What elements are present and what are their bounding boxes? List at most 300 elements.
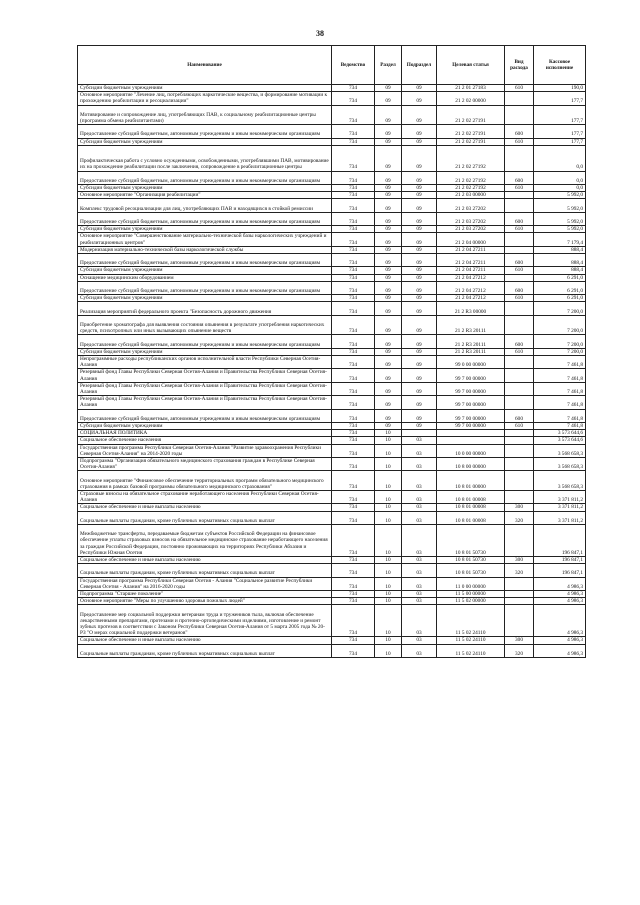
row-section: 09: [375, 138, 402, 145]
row-dept: 734: [332, 409, 375, 422]
row-name: Предоставление субсидий бюджетным, автономным учреждениям и иным некоммерческим организациям: [78, 125, 332, 138]
row-section: 09: [375, 274, 402, 281]
row-section: 09: [375, 396, 402, 409]
row-exp-type: [505, 457, 534, 470]
row-exp-type: [505, 524, 534, 556]
row-subsection: 03: [402, 577, 437, 590]
row-dept: 734: [332, 382, 375, 395]
row-target: 21 2 04 27211: [437, 253, 505, 266]
row-amount: 3 371 811,2: [534, 511, 586, 524]
row-subsection: 03: [402, 504, 437, 511]
row-subsection: 09: [402, 105, 437, 125]
row-exp-type: [505, 369, 534, 382]
row-amount: 4 986,3: [534, 590, 586, 597]
row-subsection: 03: [402, 605, 437, 637]
row-amount: 7 461,8: [534, 396, 586, 409]
row-name: Предоставление субсидий бюджетным, автономным учреждениям и иным некоммерческим организациям: [78, 281, 332, 294]
row-section: 09: [375, 355, 402, 368]
row-name: Оснащение медицинским оборудованием: [78, 274, 332, 281]
row-subsection: 03: [402, 471, 437, 491]
row-exp-type: [505, 355, 534, 368]
row-subsection: 03: [402, 524, 437, 556]
table-row: [78, 511, 586, 524]
row-subsection: 09: [402, 281, 437, 294]
row-amount: 7 461,8: [534, 355, 586, 368]
row-section: 09: [375, 369, 402, 382]
row-dept: 734: [332, 348, 375, 355]
row-amount: 3 568 658,3: [534, 457, 586, 470]
row-section: 10: [375, 564, 402, 577]
row-dept: 734: [332, 226, 375, 233]
table-row: [78, 422, 586, 429]
row-section: 10: [375, 644, 402, 657]
row-amount: 190,0: [534, 85, 586, 92]
row-section: 09: [375, 295, 402, 302]
table-row: [78, 556, 586, 563]
table-row: [78, 524, 586, 556]
row-subsection: 09: [402, 184, 437, 191]
table-row: [78, 85, 586, 92]
row-section: 09: [375, 105, 402, 125]
table-row: [78, 274, 586, 281]
row-dept: 734: [332, 369, 375, 382]
row-name: Подпрограмма "Организация обязательного медицинского страхования граждан в Республике Северная Осетия-Алания": [78, 457, 332, 470]
row-amount: 4 986,3: [534, 598, 586, 605]
row-exp-type: 610: [505, 422, 534, 429]
row-subsection: 09: [402, 348, 437, 355]
row-amount: 6 291,0: [534, 281, 586, 294]
row-amount: 3 568 658,3: [534, 471, 586, 491]
row-name: Социальное обеспечение и иные выплаты населению: [78, 504, 332, 511]
row-target: 21 2 04 27212: [437, 295, 505, 302]
table-row: [78, 267, 586, 274]
row-subsection: 09: [402, 409, 437, 422]
table-row: [78, 184, 586, 191]
row-target: 21 2 04 27212: [437, 274, 505, 281]
table-row: [78, 396, 586, 409]
row-target: 10 8 01 50730: [437, 524, 505, 556]
row-amount: 196 847,1: [534, 564, 586, 577]
row-exp-type: 600: [505, 409, 534, 422]
row-exp-type: [505, 437, 534, 444]
row-target: 21 2 03 00000: [437, 192, 505, 199]
row-amount: 177,7: [534, 105, 586, 125]
row-dept: 734: [332, 233, 375, 246]
row-dept: 734: [332, 335, 375, 348]
row-exp-type: [505, 105, 534, 125]
row-amount: 7 461,8: [534, 422, 586, 429]
header-amount: Кассовое исполнение: [534, 46, 586, 85]
row-name: Основное мероприятие "Лечение лиц, потребляющих наркотические вещества, и формирование мотивации к прохождению реабилитации и ресоциализации": [78, 92, 332, 105]
row-name: Непрограммные расходы республиканских органов исполнительной власти Республики Северная Осетия-Алания: [78, 355, 332, 368]
row-target: 21 2 02 00000: [437, 92, 505, 105]
row-exp-type: [505, 598, 534, 605]
row-exp-type: [505, 382, 534, 395]
table-row: [78, 590, 586, 597]
row-target: 99 7 00 00000: [437, 409, 505, 422]
row-target: 21 2 04 27212: [437, 281, 505, 294]
row-dept: 734: [332, 637, 375, 644]
row-exp-type: 600: [505, 212, 534, 225]
row-section: 10: [375, 437, 402, 444]
table-row: [78, 92, 586, 105]
row-name: Реализация мероприятий федерального проекта "Безопасность дорожного движения: [78, 302, 332, 315]
row-target: 21 2 03 27202: [437, 226, 505, 233]
row-section: 10: [375, 511, 402, 524]
row-exp-type: 610: [505, 267, 534, 274]
row-section: 09: [375, 281, 402, 294]
row-exp-type: 610: [505, 85, 534, 92]
row-exp-type: [505, 590, 534, 597]
row-section: 09: [375, 348, 402, 355]
row-target: 11 0 00 00000: [437, 577, 505, 590]
row-target: 11 5 02 24110: [437, 605, 505, 637]
row-subsection: 09: [402, 302, 437, 315]
budget-table: [77, 45, 586, 658]
row-amount: 888,4: [534, 246, 586, 253]
row-name: Социальные выплаты гражданам, кроме публичных нормативных социальных выплат: [78, 511, 332, 524]
row-dept: 734: [332, 430, 375, 437]
row-target: [437, 437, 505, 444]
row-target: 11 5 00 00000: [437, 590, 505, 597]
row-subsection: 09: [402, 422, 437, 429]
row-section: 10: [375, 577, 402, 590]
row-amount: 177,7: [534, 92, 586, 105]
table-row: [78, 281, 586, 294]
table-row: [78, 605, 586, 637]
row-exp-type: [505, 274, 534, 281]
row-dept: 734: [332, 125, 375, 138]
row-target: [437, 430, 505, 437]
table-row: [78, 430, 586, 437]
row-amount: 5 992,0: [534, 199, 586, 212]
row-section: 09: [375, 226, 402, 233]
row-dept: 734: [332, 511, 375, 524]
row-target: 21 2 04 27211: [437, 267, 505, 274]
row-subsection: 09: [402, 85, 437, 92]
row-dept: 734: [332, 504, 375, 511]
row-subsection: 03: [402, 444, 437, 457]
row-exp-type: 320: [505, 564, 534, 577]
row-name: Комплекс трудовой ресоциализации для лиц, употребляющих ПАВ и находящихся в стойкой ремиссии: [78, 199, 332, 212]
row-exp-type: [505, 430, 534, 437]
row-exp-type: 610: [505, 348, 534, 355]
row-target: 10 8 01 00000: [437, 471, 505, 491]
row-subsection: 09: [402, 253, 437, 266]
row-subsection: 03: [402, 564, 437, 577]
row-subsection: 09: [402, 192, 437, 199]
table-row: [78, 644, 586, 657]
row-exp-type: [505, 145, 534, 171]
row-amount: 4 986,3: [534, 605, 586, 637]
row-amount: 3 573 644,6: [534, 430, 586, 437]
row-amount: 0,0: [534, 184, 586, 191]
row-dept: 734: [332, 267, 375, 274]
row-subsection: 03: [402, 598, 437, 605]
row-subsection: [402, 430, 437, 437]
row-subsection: 09: [402, 125, 437, 138]
table-row: [78, 598, 586, 605]
row-exp-type: 610: [505, 138, 534, 145]
row-section: 10: [375, 444, 402, 457]
table-row: [78, 409, 586, 422]
row-target: 99 0 00 00000: [437, 355, 505, 368]
row-target: 11 5 02 00000: [437, 598, 505, 605]
row-amount: 7 179,4: [534, 233, 586, 246]
row-dept: 734: [332, 355, 375, 368]
row-target: 21 2 02 27191: [437, 105, 505, 125]
row-dept: 734: [332, 138, 375, 145]
row-dept: 734: [332, 246, 375, 253]
row-exp-type: 320: [505, 511, 534, 524]
row-exp-type: [505, 233, 534, 246]
row-subsection: 03: [402, 644, 437, 657]
row-subsection: 09: [402, 315, 437, 335]
row-target: 21 2 R3 20111: [437, 315, 505, 335]
row-name: Предоставление субсидий бюджетным, автономным учреждениям и иным некоммерческим организациям: [78, 171, 332, 184]
row-section: 09: [375, 184, 402, 191]
row-section: 09: [375, 233, 402, 246]
row-subsection: 03: [402, 590, 437, 597]
row-dept: 734: [332, 590, 375, 597]
table-body: [78, 85, 586, 658]
header-section: Раздел: [375, 46, 402, 85]
row-target: 10 8 01 50730: [437, 556, 505, 563]
table-row: [78, 577, 586, 590]
row-dept: 734: [332, 184, 375, 191]
table-row: [78, 145, 586, 171]
row-dept: 734: [332, 192, 375, 199]
table-row: [78, 637, 586, 644]
row-subsection: 09: [402, 171, 437, 184]
row-target: 99 7 00 00000: [437, 422, 505, 429]
table-row: [78, 171, 586, 184]
header-target: Целевая статья: [437, 46, 505, 85]
row-exp-type: 600: [505, 171, 534, 184]
row-exp-type: 600: [505, 335, 534, 348]
row-dept: 734: [332, 85, 375, 92]
row-amount: 5 992,0: [534, 212, 586, 225]
row-name: Социальное обеспечение населения: [78, 437, 332, 444]
row-section: 10: [375, 457, 402, 470]
row-dept: 734: [332, 199, 375, 212]
row-amount: 888,4: [534, 267, 586, 274]
row-section: 09: [375, 192, 402, 199]
row-name: Мотивирование и сопровождение лиц, употребляющих ПАВ, к социальному реабилитационные центры (программа обмена реабилитантами): [78, 105, 332, 125]
row-dept: 734: [332, 490, 375, 503]
table-row: [78, 212, 586, 225]
row-subsection: 03: [402, 457, 437, 470]
row-exp-type: [505, 192, 534, 199]
row-subsection: 09: [402, 138, 437, 145]
row-amount: 6 291,0: [534, 295, 586, 302]
row-name: Профилактическая работа с условно осужденными, освобожденными, употреблявшими ПАВ, мотивирование их на прохождение реабилитации после заключения, сопровождение в реабилитационные центры: [78, 145, 332, 171]
row-target: 99 7 00 00000: [437, 369, 505, 382]
row-amount: 5 992,0: [534, 192, 586, 199]
row-subsection: 09: [402, 145, 437, 171]
row-target: 11 5 02 24110: [437, 637, 505, 644]
row-name: Основное мероприятие "Финансовое обеспечение территориальных программ обязательного медицинского страхования в рамках базовой программы обязательного медицинского страхования": [78, 471, 332, 491]
row-name: Межбюджетные трансферты, передаваемые бюджетам субъектов Российской Федерации на финансовое обеспечение уплаты страховых взносов на обязательное медицинское страхование неработающего населения за граждан Российской Федерации, постоянно проживающих на территориях Республики Абхазия и Республики Южная Осетия: [78, 524, 332, 556]
table-row: [78, 504, 586, 511]
row-name: Субсидии бюджетным учреждениям: [78, 422, 332, 429]
row-amount: 7 461,8: [534, 409, 586, 422]
budget-table-container: [77, 45, 585, 658]
row-section: 10: [375, 504, 402, 511]
row-subsection: 03: [402, 437, 437, 444]
row-target: 10 8 01 00008: [437, 511, 505, 524]
row-name: Предоставление субсидий бюджетным, автономным учреждениям и иным некоммерческим организациям: [78, 335, 332, 348]
row-exp-type: 600: [505, 253, 534, 266]
table-row: [78, 199, 586, 212]
row-name: Предоставление субсидий бюджетным, автономным учреждениям и иным некоммерческим организациям: [78, 409, 332, 422]
row-section: 09: [375, 267, 402, 274]
row-dept: 734: [332, 295, 375, 302]
row-exp-type: [505, 444, 534, 457]
row-exp-type: [505, 396, 534, 409]
table-row: [78, 457, 586, 470]
row-subsection: 03: [402, 511, 437, 524]
row-section: 09: [375, 125, 402, 138]
row-section: 09: [375, 302, 402, 315]
row-dept: 734: [332, 437, 375, 444]
row-section: 09: [375, 145, 402, 171]
row-subsection: 09: [402, 233, 437, 246]
row-exp-type: [505, 471, 534, 491]
row-name: Страховые взносы на обязательное страхование неработающего населения Республики Северная Осетия-Алания: [78, 490, 332, 503]
row-name: Основное мероприятие "Организация реабилитации": [78, 192, 332, 199]
row-section: 09: [375, 212, 402, 225]
row-amount: 7 200,0: [534, 348, 586, 355]
row-amount: 3 573 644,6: [534, 437, 586, 444]
table-row: [78, 437, 586, 444]
row-dept: 734: [332, 605, 375, 637]
row-subsection: 09: [402, 226, 437, 233]
row-section: 09: [375, 335, 402, 348]
row-section: 09: [375, 422, 402, 429]
row-dept: 734: [332, 253, 375, 266]
row-target: 21 2 02 27192: [437, 171, 505, 184]
row-subsection: 03: [402, 490, 437, 503]
row-dept: 734: [332, 396, 375, 409]
row-name: Приобретение хроматографа для выявления состояния опьянения в результате употребления наркотических средств, психотропных или иных вызывающих опьянение веществ: [78, 315, 332, 335]
row-subsection: 09: [402, 92, 437, 105]
row-target: 21 2 03 27202: [437, 199, 505, 212]
row-target: 21 2 04 27211: [437, 246, 505, 253]
row-subsection: 03: [402, 637, 437, 644]
row-subsection: 09: [402, 267, 437, 274]
row-amount: 3 568 658,3: [534, 444, 586, 457]
row-target: 10 0 00 00000: [437, 444, 505, 457]
row-amount: 4 986,3: [534, 644, 586, 657]
table-row: [78, 355, 586, 368]
table-row: [78, 564, 586, 577]
row-name: Резервный фонд Главы Республики Северная Осетия-Алания и Правительства Республики Северная Осетия-Алания: [78, 396, 332, 409]
row-subsection: 09: [402, 246, 437, 253]
table-row: [78, 192, 586, 199]
table-row: [78, 348, 586, 355]
header-dept: Ведомство: [332, 46, 375, 85]
table-row: [78, 302, 586, 315]
row-target: 21 2 R3 20111: [437, 335, 505, 348]
row-subsection: 03: [402, 556, 437, 563]
row-subsection: 09: [402, 355, 437, 368]
row-name: Субсидии бюджетным учреждениям: [78, 184, 332, 191]
row-amount: 3 371 811,2: [534, 504, 586, 511]
row-name: СОЦИАЛЬНАЯ ПОЛИТИКА: [78, 430, 332, 437]
row-target: 10 8 01 50730: [437, 564, 505, 577]
row-exp-type: 610: [505, 295, 534, 302]
row-section: 09: [375, 199, 402, 212]
row-section: 10: [375, 605, 402, 637]
row-exp-type: [505, 92, 534, 105]
row-name: Государственная программа Республики Северная Осетия - Алания "Социальное развитие Республики Северная Осетия - Алания" на 2016-2020 годы: [78, 577, 332, 590]
row-amount: 6 291,0: [534, 274, 586, 281]
row-target: 21 2 02 27191: [437, 125, 505, 138]
table-row: [78, 382, 586, 395]
row-dept: 734: [332, 315, 375, 335]
row-exp-type: [505, 302, 534, 315]
row-dept: 734: [332, 281, 375, 294]
row-amount: 7 200,0: [534, 302, 586, 315]
row-name: Социальные выплаты гражданам, кроме публичных нормативных социальных выплат: [78, 564, 332, 577]
row-target: 10 8 01 00008: [437, 490, 505, 503]
row-section: 10: [375, 590, 402, 597]
table-row: [78, 315, 586, 335]
row-name: Субсидии бюджетным учреждениям: [78, 138, 332, 145]
table-row: [78, 138, 586, 145]
row-subsection: 09: [402, 369, 437, 382]
row-dept: 734: [332, 471, 375, 491]
row-section: 09: [375, 315, 402, 335]
row-amount: 7 200,0: [534, 335, 586, 348]
row-name: Модернизация материально-технической базы наркологической службы: [78, 246, 332, 253]
row-section: 09: [375, 382, 402, 395]
row-exp-type: 610: [505, 184, 534, 191]
row-amount: 888,4: [534, 253, 586, 266]
row-amount: 3 371 811,2: [534, 490, 586, 503]
header-subsection: Подраздел: [402, 46, 437, 85]
table-row: [78, 246, 586, 253]
row-name: Резервный фонд Главы Республики Северная Осетия-Алания и Правительства Республики Северная Осетия-Алания: [78, 369, 332, 382]
row-amount: 196 847,1: [534, 556, 586, 563]
row-section: 09: [375, 253, 402, 266]
row-dept: 734: [332, 644, 375, 657]
row-name: Социальное обеспечение и иные выплаты населению: [78, 556, 332, 563]
row-name: Предоставление субсидий бюджетным, автономным учреждениям и иным некоммерческим организациям: [78, 253, 332, 266]
row-target: 21 2 R3 00000: [437, 302, 505, 315]
row-section: 10: [375, 637, 402, 644]
row-dept: 734: [332, 524, 375, 556]
row-name: Субсидии бюджетным учреждениям: [78, 85, 332, 92]
row-section: 09: [375, 85, 402, 92]
row-subsection: 09: [402, 382, 437, 395]
row-amount: 177,7: [534, 138, 586, 145]
page-number: 38: [316, 29, 324, 38]
row-amount: 7 461,8: [534, 369, 586, 382]
row-target: 21 2 04 00000: [437, 233, 505, 246]
row-dept: 734: [332, 577, 375, 590]
row-section: 10: [375, 598, 402, 605]
row-name: Резервный фонд Главы Республики Северная Осетия-Алания и Правительства Республики Северная Осетия-Алания: [78, 382, 332, 395]
row-exp-type: [505, 490, 534, 503]
row-exp-type: 610: [505, 226, 534, 233]
row-amount: 0,0: [534, 171, 586, 184]
row-section: 10: [375, 430, 402, 437]
row-exp-type: [505, 199, 534, 212]
row-dept: 734: [332, 105, 375, 125]
row-dept: 734: [332, 145, 375, 171]
